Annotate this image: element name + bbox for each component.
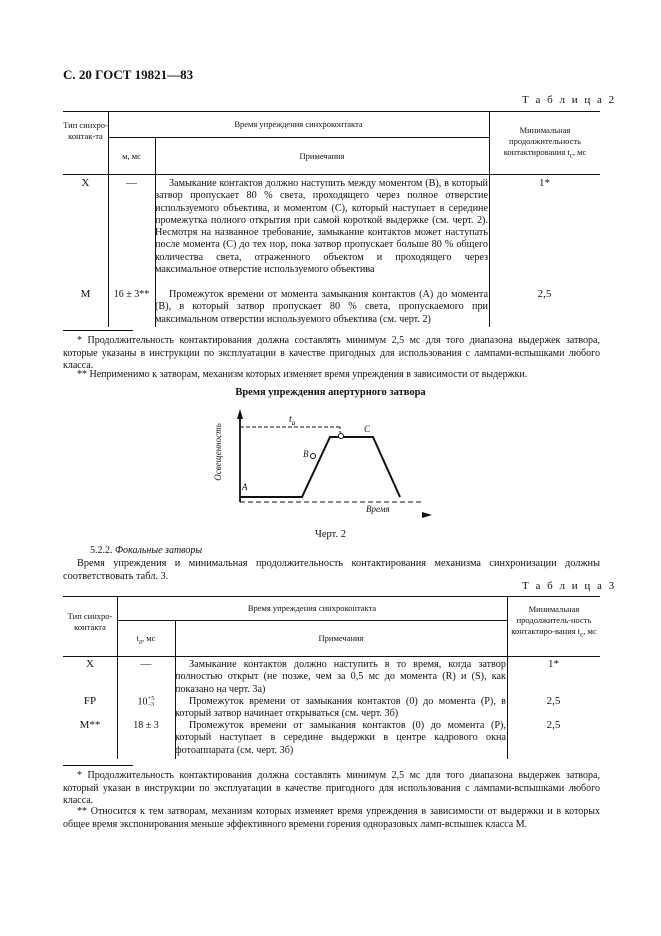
table2-col-min: Минимальная продолжительность контактирования $t_c$, мс (503, 125, 587, 160)
table3-row1-note: Замыкание контактов должно наступить в то время, когда затвор полностью открыт (не позже, чем за 0,5 мс до момента (R) и (S), как показано на черт. 3а) (175, 659, 506, 695)
ta-label: $t_a$ (289, 414, 296, 427)
point-b-label: B (303, 449, 309, 459)
table2-row1-min: 1* (539, 177, 550, 189)
point-c-label: C (364, 424, 371, 434)
point-c-marker (339, 434, 344, 439)
table3-row2-type: FP (83, 695, 97, 707)
table3-row3-note: Промежуток времени от замыкания контактов (0) до момента (Р), который наступает в середине выдержки в центре кадрового окна фотоаппарата (см. черт. 3б) (175, 720, 506, 756)
figure-title: Время упреждения апертурного затвора (235, 387, 426, 398)
footnote-rule-2 (63, 765, 133, 766)
table2-footnote-2: ** Неприменимо к затворам, механизм которых изменяет время упреждения в зависимости от выдержки. (77, 369, 528, 380)
table3-row3-type: M** (79, 719, 101, 731)
table3-col-type: Тип синхро-контакта (67, 611, 113, 632)
table3-footnote-1: * Продолжительность контактирования должна составлять минимум 2,5 мс для того диапазона выдержек затвора, который указан в инструкции по эксплуатации в качестве пригодного для использования с лампами-вспышками любого класса. (63, 770, 600, 806)
table2-col-time-unit: м, мс (122, 151, 141, 161)
table3-col-min: Минимальная продолжитель-ность контактиро-вания $t_c$, мс (511, 604, 597, 639)
section-heading: 5.2.2. Фокальные затворы (90, 545, 203, 556)
figure-caption: Черт. 2 (315, 529, 346, 540)
table2-row2-time: 16 ± 3** (113, 289, 150, 300)
table2-row2-type: M (80, 288, 91, 300)
table3-row1-time: — (140, 658, 152, 670)
table3-col-time-unit: $t_a$, мс (136, 633, 156, 646)
table2-row1-time: — (126, 177, 137, 189)
section-text: Время упреждения и минимальная продолжительность контактирования механизма синхронизации должны соответствовать табл. 3. (63, 558, 600, 582)
table3-row2-time: 10 +5 –3 (137, 695, 155, 708)
table3-row3-min: 2,5 (546, 719, 561, 731)
y-axis-label: Освещенность (213, 423, 223, 481)
table2-col-notes: Примечания (299, 151, 345, 161)
table3-col-notes: Примечания (318, 633, 364, 643)
x-axis-label: Время (366, 504, 390, 514)
table2-footnote-1: * Продолжительность контактирования должна составлять минимум 2,5 мс для того диапазона выдержек затвора, которые указаны в инструкции по эксплуатации в качестве пригодных для использования с лампами-вспышками любого класса. (63, 335, 600, 371)
point-b-marker (311, 454, 316, 459)
table2-col-time-group: Время упреждения синхроконтакта (234, 119, 363, 129)
table2-row1-note: Замыкание контактов должно наступить между моментом (В), в который затвор пропускает 80 % света, проходящего через полное отверстие используемого объектива, и моментом (С), который наступает в середине промежутка полного открытия при самой короткой выдержке (см. черт. 2). Несмотря на названное требование, замыкание контактов может наступать после момента (С) до тех пор, пока затвор пропускает больше 80 % общего количества света, отраженного объектом и проходящего через максимальное отверстие используемого объектива (155, 178, 488, 276)
table3-footnote-2: ** Относится к тем затворам, механизм которых изменяет время упреждения в зависимости от выдержки и в которых общее время экспонирования меньше эффективного времени горения одноразовых ламп-вспышек класса М. (63, 806, 600, 830)
table3-row1-min: 1* (548, 658, 559, 670)
table3-row1-type: X (86, 658, 94, 670)
table3-caption: Т а б л и ц а 3 (522, 580, 617, 592)
table3-col-time-group: Время упреждения синхроконтакта (247, 603, 377, 613)
table3-row2-note: Промежуток времени от замыкания контактов (0) до момента (Р), в который затвор начинает открываться (см. черт. 3б) (175, 696, 506, 720)
page-header: С. 20 ГОСТ 19821—83 (63, 67, 194, 82)
table3-row3-time: 18 ± 3 (133, 720, 159, 731)
light-curve (240, 437, 400, 497)
table2-col-type: Тип синхро-контак-та (63, 120, 108, 141)
x-axis-arrow (422, 512, 432, 518)
table2-caption: Т а б л и ц а 2 (522, 94, 617, 106)
point-a-label: A (242, 482, 248, 492)
table2-row2-note: Промежуток времени от момента замыкания контактов (А) до момента (В), в который затвор пропускает 80 % света, пропускаемого при максимальном отверстии используемого объектива (см. черт. 2) (155, 289, 488, 325)
table2-row2-min: 2,5 (537, 288, 552, 300)
footnote-rule-1 (63, 330, 133, 331)
y-axis-label-wrap (200, 411, 240, 501)
shutter-diagram (210, 405, 450, 525)
table3-row2-min: 2,5 (546, 695, 561, 707)
table2-row1-type: X (81, 177, 90, 189)
